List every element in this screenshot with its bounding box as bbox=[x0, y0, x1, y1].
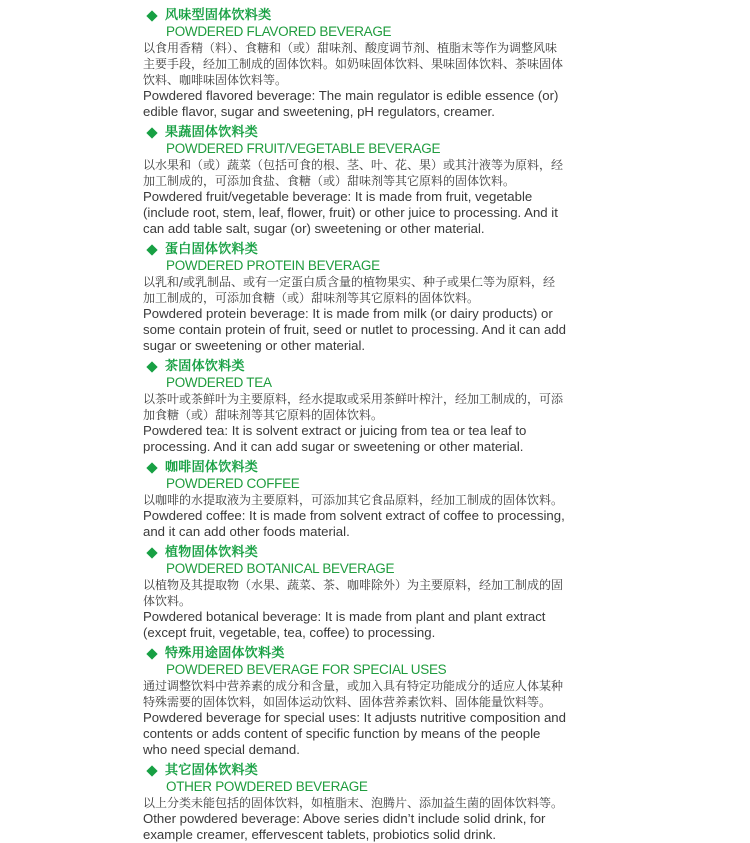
diamond-bullet-icon bbox=[146, 648, 157, 659]
diamond-bullet-icon bbox=[146, 765, 157, 776]
category-title-en: POWDERED FLAVORED BEVERAGE bbox=[166, 24, 392, 39]
description-en-line: Powdered protein beverage: It is made from milk (or dairy products) or bbox=[143, 306, 553, 321]
diamond-bullet-icon bbox=[146, 244, 157, 255]
diamond-bullet-icon bbox=[146, 10, 157, 21]
category-heading bbox=[143, 545, 613, 561]
category-title-zh: 茶固体饮料类 bbox=[165, 359, 245, 374]
description-zh-line: 体饮料。 bbox=[143, 594, 192, 608]
category-section bbox=[143, 125, 613, 237]
category-heading bbox=[143, 763, 613, 779]
description-en-line: Powdered coffee: It is made from solvent extract of coffee to processing, bbox=[143, 508, 565, 523]
description-zh-line: 以植物及其提取物（水果、蔬菜、茶、咖啡除外）为主要原料，经加工制成的固 bbox=[143, 578, 564, 592]
description-en-line: contents or adds content of specific function by means of the people bbox=[143, 726, 541, 741]
diamond-bullet-icon bbox=[146, 547, 157, 558]
description-zh-line: 加工制成的，可添加食盐、食糖（或）甜味剂等其它原料的固体饮料。 bbox=[143, 174, 516, 188]
description-en-line: processing. And it can add sugar or sweetening or other material. bbox=[143, 439, 524, 454]
category-title-en: POWDERED BOTANICAL BEVERAGE bbox=[166, 561, 395, 576]
category-section bbox=[143, 8, 613, 120]
description-en-line: and it can add other foods material. bbox=[143, 524, 350, 539]
description-en-line: can add table salt, sugar (or) sweetening or other material. bbox=[143, 221, 485, 236]
category-title-zh: 风味型固体饮料类 bbox=[165, 8, 272, 23]
description-en-line: Powdered fruit/vegetable beverage: It is made from fruit, vegetable bbox=[143, 189, 533, 204]
description-en-line: (except fruit, vegetable, tea, coffee) to processing. bbox=[143, 625, 436, 640]
description-en-line: Powdered flavored beverage: The main regulator is edible essence (or) bbox=[143, 88, 559, 103]
category-title-en: POWDERED BEVERAGE FOR SPECIAL USES bbox=[166, 662, 447, 677]
description-zh-line: 特殊需要的固体饮料，如固体运动饮料、固体营养素饮料、固体能量饮料等。 bbox=[143, 695, 552, 709]
description-en-line: edible flavor, sugar and sweetening, pH regulators, creamer. bbox=[143, 104, 495, 119]
description-en-line: some contain protein of fruit, seed or nutlet to processing. And it can add bbox=[143, 322, 566, 337]
category-title-en: OTHER POWDERED BEVERAGE bbox=[166, 779, 368, 794]
description-en-line: (include root, stem, leaf, flower, fruit) or other juice to processing. And it bbox=[143, 205, 558, 220]
diamond-bullet-icon bbox=[146, 361, 157, 372]
category-heading bbox=[143, 125, 613, 141]
category-heading bbox=[143, 242, 613, 258]
category-title-zh: 特殊用途固体饮料类 bbox=[165, 646, 285, 661]
category-heading bbox=[143, 646, 613, 662]
description-zh-line: 主要手段，经加工制成的固体饮料。如奶味固体饮料、果味固体饮料、茶味固体 bbox=[143, 57, 564, 71]
description-en-line: Powdered botanical beverage: It is made from plant and plant extract bbox=[143, 609, 546, 624]
category-title-zh: 果蔬固体饮料类 bbox=[165, 125, 259, 140]
category-section bbox=[143, 460, 613, 540]
description-zh-line: 以咖啡的水提取液为主要原料，可添加其它食品原料，经加工制成的固体饮料。 bbox=[143, 493, 564, 507]
category-title-zh: 其它固体饮料类 bbox=[165, 763, 259, 778]
description-zh-line: 以水果和（或）蔬菜（包括可食的根、茎、叶、花、果）或其汁液等为原料，经 bbox=[143, 158, 564, 172]
description-zh-line: 以茶叶或茶鲜叶为主要原料，经水提取或采用茶鲜叶榨汁，经加工制成的，可添 bbox=[143, 392, 564, 406]
description-en-line: Other powdered beverage: Above series didn’t include solid drink, for bbox=[143, 811, 546, 826]
description-zh-line: 通过调整饮料中营养素的成分和含量，或加入具有特定功能成分的适应人体某种 bbox=[143, 679, 564, 693]
category-title-zh: 蛋白固体饮料类 bbox=[165, 242, 259, 257]
category-title-zh: 咖啡固体饮料类 bbox=[165, 460, 259, 475]
category-heading bbox=[143, 460, 613, 476]
category-heading bbox=[143, 8, 613, 24]
description-en-line: sugar or sweetening or other material. bbox=[143, 338, 366, 353]
description-zh-line: 加食糖（或）甜味剂等其它原料的固体饮料。 bbox=[143, 408, 384, 422]
beverage-category-list bbox=[143, 8, 613, 843]
description-zh-line: 饮料、咖啡味固体饮料等。 bbox=[143, 73, 288, 87]
category-heading bbox=[143, 359, 613, 375]
category-title-en: POWDERED COFFEE bbox=[166, 476, 300, 491]
category-title-en: POWDERED FRUIT/VEGETABLE BEVERAGE bbox=[166, 141, 441, 156]
category-section bbox=[143, 242, 613, 354]
description-en-line: who need special demand. bbox=[143, 742, 300, 757]
description-en-line: Powdered beverage for special uses: It adjusts nutritive composition and bbox=[143, 710, 566, 725]
description-zh-line: 以食用香精（料）、食糖和（或）甜味剂、酸度调节剂、植脂末等作为调整风味 bbox=[143, 41, 558, 55]
description-zh-line: 以上分类未能包括的固体饮料，如植脂末、泡腾片、添加益生菌的固体饮料等。 bbox=[143, 796, 564, 810]
description-zh-line: 以乳和/或乳制品、或有一定蛋白质含量的植物果实、种子或果仁等为原料，经 bbox=[143, 275, 556, 289]
category-section bbox=[143, 545, 613, 641]
category-title-en: POWDERED TEA bbox=[166, 375, 272, 390]
category-title-zh: 植物固体饮料类 bbox=[165, 545, 259, 560]
description-en-line: Powdered tea: It is solvent extract or juicing from tea or tea leaf to bbox=[143, 423, 527, 438]
diamond-bullet-icon bbox=[146, 127, 157, 138]
category-section bbox=[143, 359, 613, 455]
category-title-en: POWDERED PROTEIN BEVERAGE bbox=[166, 258, 380, 273]
category-section bbox=[143, 646, 613, 758]
diamond-bullet-icon bbox=[146, 462, 157, 473]
description-zh-line: 加工制成的，可添加食糖（或）甜味剂等其它原料的固体饮料。 bbox=[143, 291, 480, 305]
description-en-line: example creamer, effervescent tablets, probiotics solid drink. bbox=[143, 827, 497, 842]
category-section bbox=[143, 763, 613, 843]
